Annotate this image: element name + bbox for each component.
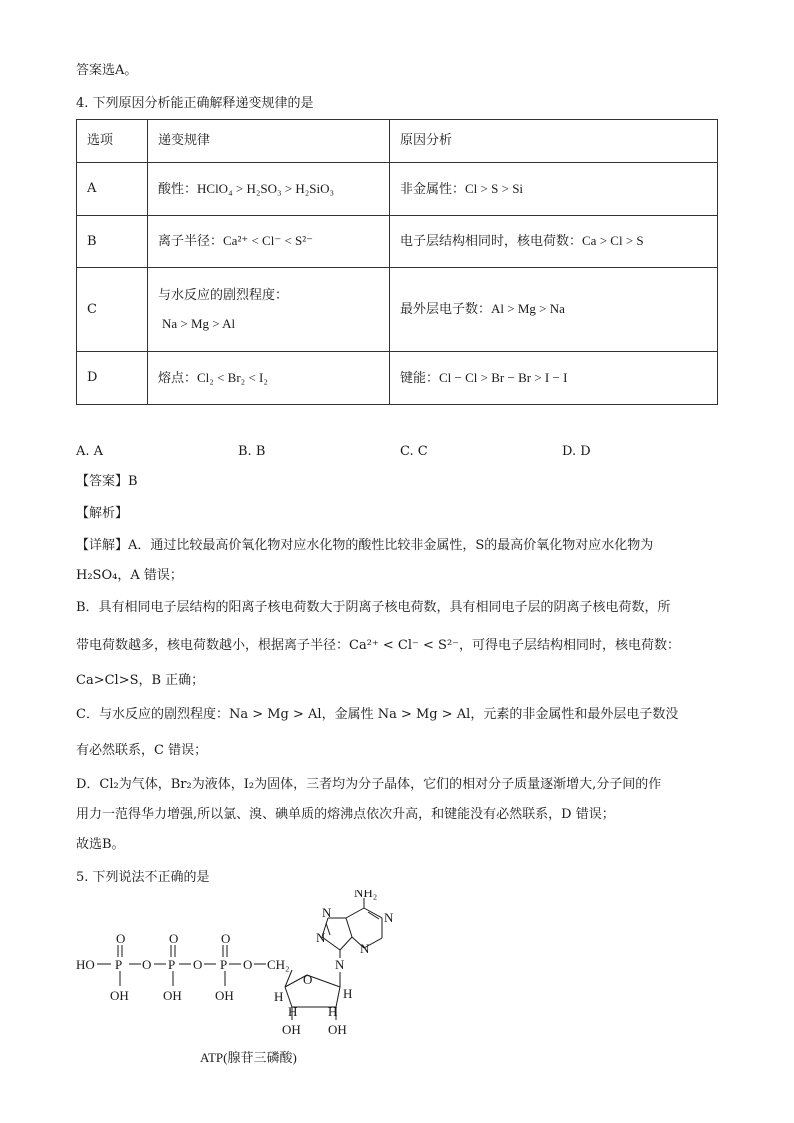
oh-label: OH xyxy=(110,988,129,1003)
phosphorus-label: P xyxy=(220,957,228,972)
row-option: D xyxy=(77,352,148,405)
table-row xyxy=(77,268,718,352)
row-rule: 与水反应的剧烈程度： Na > Mg > Al xyxy=(148,268,390,352)
nh2-label: NH₂ xyxy=(354,890,378,900)
explanation-line: C．与水反应的剧烈程度：Na > Mg > Al，金属性 Na > Mg > Al，元素的非金属性和最外层电子数没 xyxy=(76,707,679,722)
row-rule: 熔点：Cl₂ < Br₂ < I₂ xyxy=(148,352,390,405)
row-rule: 离子半径：Ca²⁺ < Cl⁻ < S²⁻ xyxy=(148,216,390,268)
choice-b: B. B xyxy=(238,444,266,459)
oxygen-label: O xyxy=(221,931,231,946)
choice-d: D. D xyxy=(562,444,591,459)
row-rule: 酸性：HClO₄ > H₂SO₃ > H₂SiO₃ xyxy=(148,163,390,216)
table-header-row xyxy=(77,120,718,163)
row-option: B xyxy=(77,216,148,268)
explanation-line: 用力一范得华力增强,所以氯、溴、碘单质的熔沸点依次升高，和键能没有必然联系，D 错误； xyxy=(76,807,615,822)
oxygen-label: O xyxy=(142,957,152,972)
oh-label: OH xyxy=(163,988,182,1003)
oh-label: OH xyxy=(215,988,234,1003)
row-option: A xyxy=(77,163,148,216)
h-label: H xyxy=(343,986,353,1001)
question-5-stem: 5. 下列说法不正确的是 xyxy=(76,870,210,885)
figure-caption: ATP(腺苷三磷酸) xyxy=(200,1050,297,1065)
h-label: H xyxy=(274,989,284,1004)
question-4-stem: 4. 下列原因分析能正确解释递变规律的是 xyxy=(76,96,314,111)
previous-answer: 答案选A。 xyxy=(76,63,138,78)
answer-label: 【答案】B xyxy=(76,474,138,489)
nitrogen-label: N xyxy=(360,941,370,956)
table-row xyxy=(77,163,718,216)
oh-label: OH xyxy=(328,1022,347,1037)
phosphorus-label: P xyxy=(168,957,176,972)
oh-label: OH xyxy=(282,1022,301,1037)
explanation-line: H₂SO₄，A 错误； xyxy=(76,568,183,583)
h-label: H xyxy=(288,1004,298,1019)
nitrogen-label: N xyxy=(322,905,332,920)
table-row xyxy=(77,352,718,405)
table-row xyxy=(77,216,718,268)
nitrogen-label: N xyxy=(316,930,326,945)
row-option: C xyxy=(77,268,148,352)
explanation-line: B．具有相同电子层结构的阳离子核电荷数大于阴离子核电荷数，具有相同电子层的阴离子核电荷数，所 xyxy=(76,600,671,615)
choice-a: A. A xyxy=(76,444,104,459)
header-reason: 原因分析 xyxy=(390,120,718,163)
header-option: 选项 xyxy=(77,120,148,163)
explanation-line: Ca>Cl>S，B 正确； xyxy=(76,673,205,688)
ch2-label: CH₂ xyxy=(267,957,290,972)
ho-label: HO xyxy=(76,957,95,972)
row-reason: 电子层结构相同时，核电荷数：Ca > Cl > S xyxy=(390,216,718,268)
oxygen-label: O xyxy=(116,931,126,946)
h-label: H xyxy=(328,1004,338,1019)
row-reason: 键能：Cl − Cl > Br − Br > I − I xyxy=(390,352,718,405)
analysis-title: 【解析】 xyxy=(76,506,129,521)
phosphorus-label: P xyxy=(115,957,123,972)
row-reason: 最外层电子数：Al > Mg > Na xyxy=(390,268,718,352)
explanation-line: 故选B。 xyxy=(76,837,125,852)
row-reason: 非金属性：Cl > S > Si xyxy=(390,163,718,216)
oxygen-label: O xyxy=(243,957,253,972)
explanation-line: 【详解】A．通过比较最高价氧化物对应水化物的酸性比较非金属性，S的最高价氧化物对应水化物为 xyxy=(76,538,654,553)
header-rule: 递变规律 xyxy=(148,120,390,163)
choice-c: C. C xyxy=(400,444,428,459)
explanation-line: 有必然联系，C 错误； xyxy=(76,743,208,758)
question-4-table xyxy=(76,119,718,405)
nitrogen-label: N xyxy=(335,957,345,972)
ring-oxygen-label: O xyxy=(303,972,313,987)
oxygen-label: O xyxy=(169,931,179,946)
nitrogen-label: N xyxy=(384,910,394,925)
atp-structure-figure xyxy=(70,890,420,1070)
explanation-line: D．Cl₂为气体，Br₂为液体，I₂为固体，三者均为分子晶体，它们的相对分子质量逐渐增大,分子间的作 xyxy=(76,777,662,792)
explanation-line: 带电荷数越多，核电荷数越小，根据离子半径：Ca²⁺ < Cl⁻ < S²⁻，可得电子层结构相同时，核电荷数： xyxy=(76,638,681,653)
oxygen-label: O xyxy=(193,957,203,972)
